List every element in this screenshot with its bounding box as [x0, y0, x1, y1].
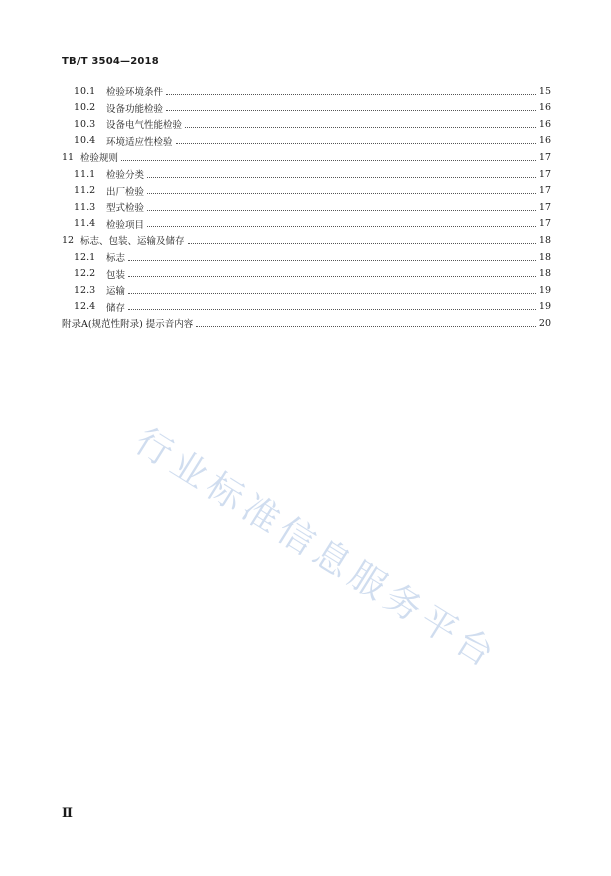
toc-entry-page: 18: [538, 251, 551, 263]
toc-entry-title: 检验分类: [106, 170, 145, 181]
toc-entry-number: 12.4: [74, 301, 96, 313]
toc-entry-title: 运输: [106, 286, 126, 298]
toc-entry-number: 10.3: [74, 118, 96, 130]
toc-leader-dots: [128, 260, 536, 261]
toc-entry-title: 型式检验: [106, 203, 145, 215]
toc-leader-dots: [166, 94, 536, 95]
toc-entry-page: 17: [538, 185, 551, 197]
page-number: Ⅱ: [62, 806, 73, 821]
toc-entry-title: 检验项目: [106, 219, 145, 231]
toc-entry-page: 17: [538, 168, 551, 180]
toc-entry-page: 17: [538, 201, 551, 213]
toc-leader-dots: [188, 243, 536, 244]
toc-entry-page: 16: [538, 118, 551, 130]
toc-entry-title: 出厂检验: [106, 186, 145, 198]
toc-entry[interactable]: [74, 83, 551, 99]
document-code-header: TB/T 3504—2018: [62, 56, 159, 67]
toc-entry[interactable]: [62, 149, 551, 165]
toc-entry-title: 设备功能检验: [106, 103, 164, 115]
toc-entry-page: 18: [538, 234, 551, 246]
toc-leader-dots: [147, 210, 536, 211]
toc-leader-dots: [185, 127, 536, 128]
toc-entry[interactable]: [74, 299, 551, 315]
toc-entry-page: 15: [538, 85, 551, 97]
toc-entry-title: 检验规则: [80, 153, 119, 165]
toc-leader-dots: [147, 193, 536, 194]
toc-entry-page: 18: [538, 268, 551, 280]
toc-entry-number: 12.2: [74, 268, 96, 280]
toc-entry[interactable]: [74, 249, 551, 265]
toc-entry-number: 12: [62, 234, 75, 246]
toc-entry-number: 11.3: [74, 201, 96, 213]
toc-leader-dots: [147, 177, 536, 178]
toc-entry[interactable]: [74, 282, 551, 298]
toc-entry-title: 设备电气性能检验: [106, 120, 183, 132]
toc-entry[interactable]: [74, 199, 551, 215]
toc-entry-page: 17: [538, 218, 551, 230]
toc-entry[interactable]: [74, 216, 551, 232]
toc-entry-title: 标志: [106, 253, 126, 264]
toc-leader-dots: [128, 309, 536, 310]
toc-entry[interactable]: [74, 100, 551, 116]
watermark: 行业标准信息服务平台: [127, 420, 506, 679]
toc-entry-number: 12.3: [74, 284, 96, 296]
toc-entry-page: 17: [538, 151, 551, 163]
toc-entry[interactable]: [74, 116, 551, 132]
toc-entry-number: 11: [62, 151, 75, 163]
toc-entry-title: 标志、包装、运输及储存: [80, 236, 185, 248]
toc-leader-dots: [176, 143, 536, 144]
toc-entry-title: 附录A(规范性附录) 提示音内容: [62, 319, 194, 331]
toc-entry-title: 储存: [106, 302, 126, 314]
toc-entry-page: 19: [538, 284, 551, 296]
toc-leader-dots: [128, 293, 536, 294]
toc-entry-number: 12.1: [74, 251, 96, 263]
toc-entry-appendix[interactable]: [62, 315, 551, 331]
toc-entry-title: 环境适应性检验: [106, 136, 173, 148]
toc-leader-dots: [121, 160, 536, 161]
toc-entry-number: 11.2: [74, 185, 96, 197]
toc-entry-number: 11.1: [74, 168, 96, 180]
toc-leader-dots: [128, 276, 536, 277]
toc-entry-page: 19: [538, 301, 551, 313]
toc-leader-dots: [196, 326, 536, 327]
toc-entry-number: 11.4: [74, 218, 96, 230]
toc-entry-number: 10.1: [74, 85, 96, 97]
toc-entry-number: 10.4: [74, 135, 96, 147]
toc-entry-page: 16: [538, 135, 551, 147]
toc-entry[interactable]: [74, 266, 551, 282]
toc-leader-dots: [166, 110, 536, 111]
toc-entry-page: 16: [538, 102, 551, 114]
toc-entry[interactable]: [74, 133, 551, 149]
toc-entry[interactable]: [74, 166, 551, 182]
toc-leader-dots: [147, 226, 536, 227]
toc-entry-number: 10.2: [74, 102, 96, 114]
toc-entry-title: 检验环境条件: [106, 87, 164, 98]
toc-entry[interactable]: [62, 232, 551, 248]
toc-entry-page: 20: [538, 317, 551, 329]
toc-entry[interactable]: [74, 183, 551, 199]
toc-entry-title: 包装: [106, 269, 126, 281]
